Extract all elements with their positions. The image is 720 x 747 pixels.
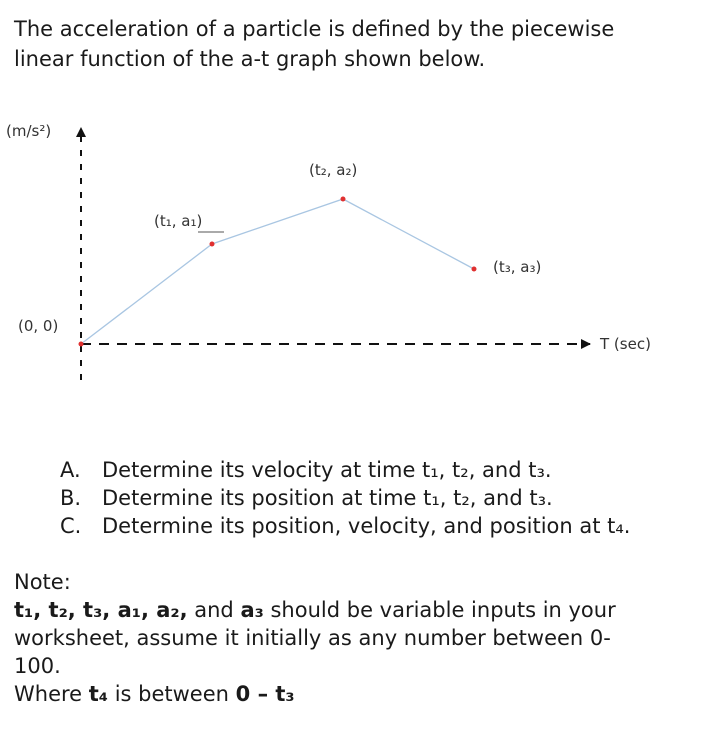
- point-label-t1-a1: (t₁, a₁): [154, 212, 203, 230]
- origin-point: [79, 342, 84, 347]
- note-and: and: [187, 598, 241, 622]
- point-t2-a2: [341, 197, 346, 202]
- note-where: Where: [14, 682, 89, 706]
- task-c-letter: C.: [60, 514, 82, 538]
- y-axis-label: (m/s²): [6, 122, 52, 140]
- point-t1-a1: [210, 242, 215, 247]
- x-axis-label: T (sec): [600, 335, 651, 353]
- note-line-2: worksheet, assume it initially as any number between 0-: [14, 626, 611, 650]
- note-block: [14, 568, 694, 708]
- note-range: 0 – t₃: [235, 682, 295, 706]
- acceleration-line: [81, 199, 474, 344]
- intro-line-2: linear function of the a-t graph shown below.: [14, 47, 486, 71]
- problem-intro: [14, 14, 694, 74]
- intro-line-1: The acceleration of a particle is defined by the piecewise: [14, 17, 615, 41]
- task-c: [60, 512, 700, 540]
- note-between: is between: [108, 682, 236, 706]
- note-line-1-rest: should be variable inputs in your: [263, 598, 616, 622]
- task-a-text: Determine its velocity at time t₁, t₂, and t₃.: [102, 458, 552, 482]
- note-line-4: [14, 680, 694, 708]
- point-label-t3-a3: (t₃, a₃): [493, 258, 542, 276]
- note-title: Note:: [14, 570, 71, 594]
- note-a3: a₃: [240, 598, 264, 622]
- task-b: [60, 484, 700, 512]
- task-b-letter: B.: [60, 486, 82, 510]
- point-t3-a3: [472, 267, 477, 272]
- task-b-text: Determine its position at time t₁, t₂, and t₃.: [102, 486, 553, 510]
- task-list: [60, 456, 700, 540]
- at-graph: [0, 100, 720, 400]
- note-line-1: [14, 596, 694, 624]
- point-label-t2-a2: (t₂, a₂): [309, 161, 358, 179]
- task-a: [60, 456, 700, 484]
- note-line-3: 100.: [14, 654, 61, 678]
- task-a-letter: A.: [60, 458, 81, 482]
- task-c-text: Determine its position, velocity, and position at t₄.: [102, 514, 631, 538]
- data-points: [79, 197, 477, 347]
- note-vars: t₁, t₂, t₃, a₁, a₂,: [14, 598, 188, 622]
- note-t4: t₄: [88, 682, 109, 706]
- origin-label: (0, 0): [18, 317, 59, 335]
